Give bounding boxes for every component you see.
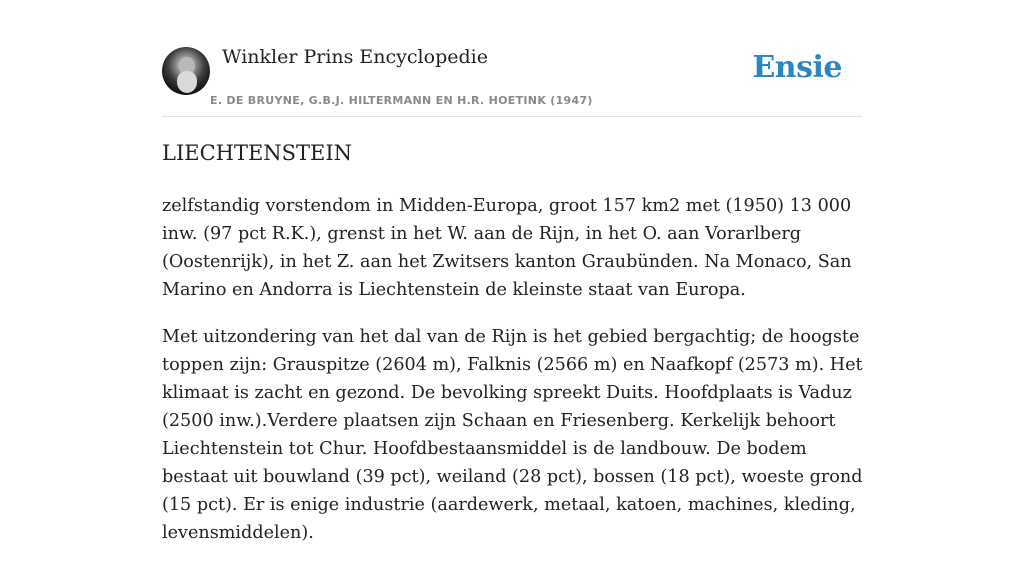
- authors-line: E. DE BRUYNE, G.B.J. HILTERMANN EN H.R. HOETINK (1947): [210, 94, 593, 107]
- site-title[interactable]: Winkler Prins Encyclopedie: [222, 46, 488, 68]
- article-heading: LIECHTENSTEIN: [162, 141, 353, 165]
- author-avatar: [162, 47, 210, 95]
- article-paragraph: Met uitzondering van het dal van de Rijn is het gebied bergachtig; de hoogste toppen zijn: Grauspitze (2604 m), Falknis (2566 m) en Naafkopf (2573 m). Het klimaat is zacht en gezond. De bevolking spreekt Duits. Hoofdplaats is Vaduz (2500 inw.).Verdere plaatsen zijn Schaan en Friesenberg. Kerkelijk behoort Liechtenstein tot Chur. Hoofdbestaansmiddel is de landbouw. De bodem bestaat uit bouwland (39 pct), weiland (28 pct), bossen (18 pct), woeste grond (15 pct). Er is enige industrie (aardewerk, metaal, katoen, machines, kleding, levensmiddelen).: [162, 327, 863, 543]
- brand-logo[interactable]: Ensie: [752, 50, 842, 85]
- page-header: [162, 0, 862, 117]
- avatar-beard-shape: [177, 71, 197, 93]
- article-paragraph: zelfstandig vorstendom in Midden-Europa, groot 157 km2 met (1950) 13 000 inw. (97 pct R.K.), grenst in het W. aan de Rijn, in het O. aan Vorarlberg (Oostenrijk), in het Z. aan het Zwitsers kanton Graubünden. Na Monaco, San Marino en Andorra is Liechtenstein de kleinste staat van Europa.: [162, 196, 852, 300]
- article-body: [162, 192, 864, 566]
